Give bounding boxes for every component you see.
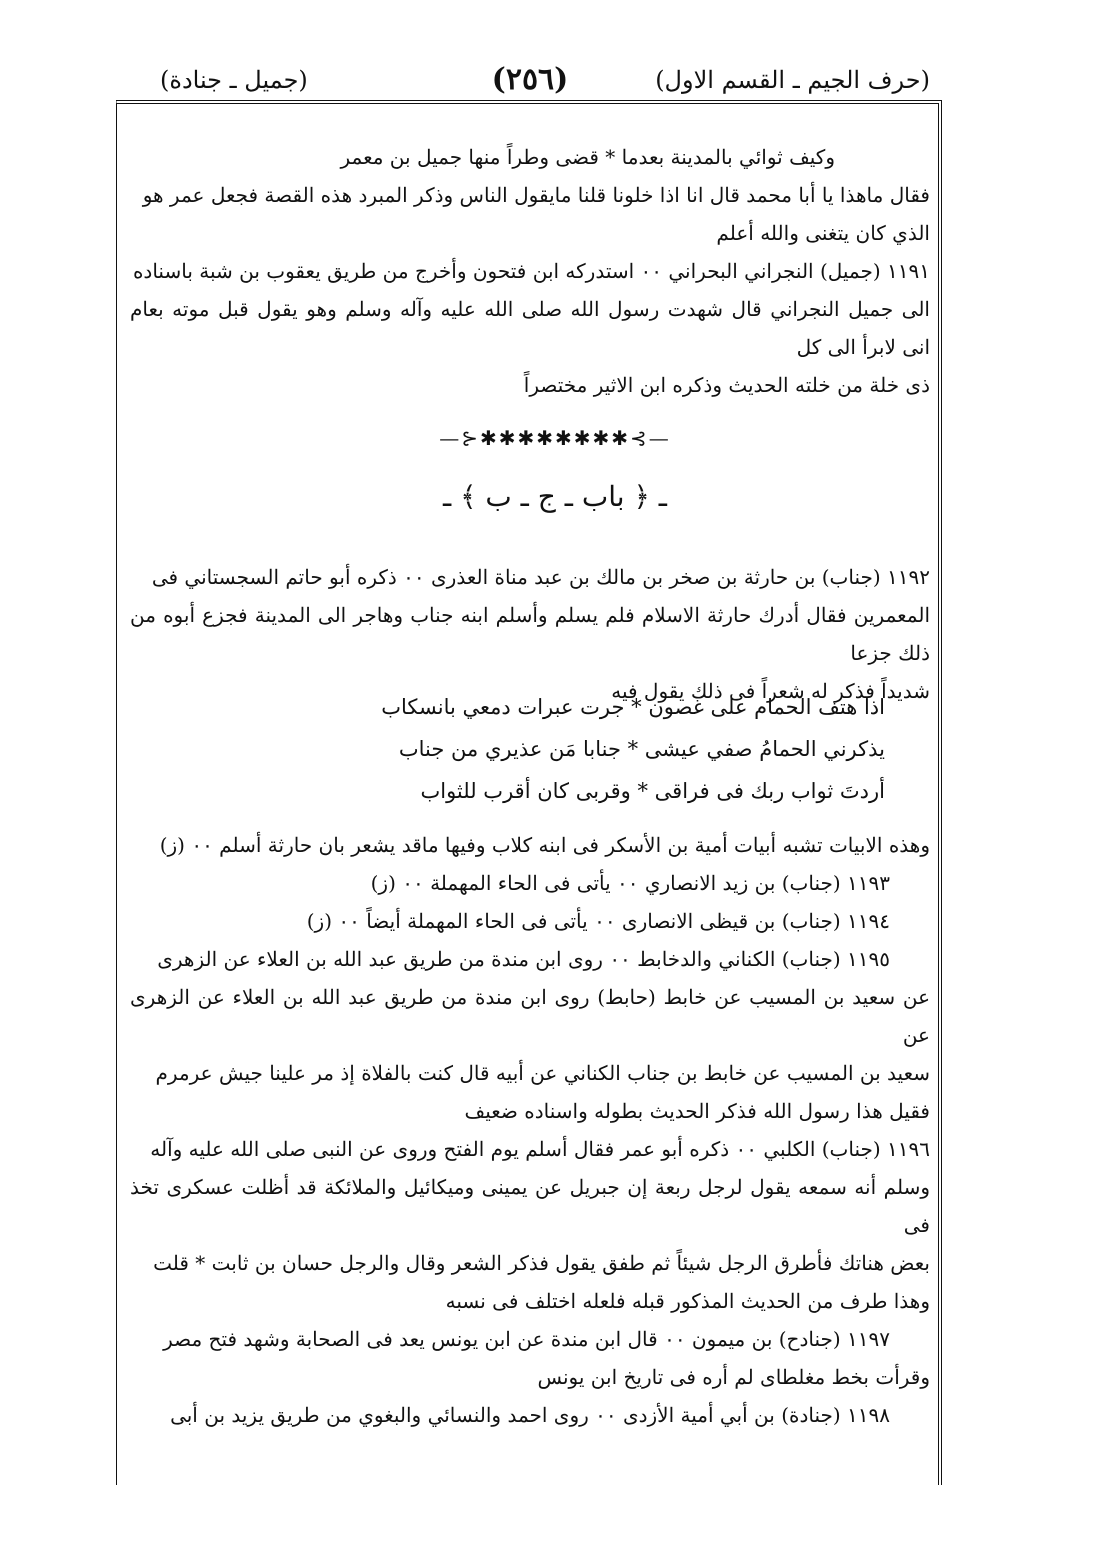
section-heading: ـ ﴿ باب ـ ج ـ ب ﴾ ـ — [443, 480, 667, 513]
text-line: بعض هناتك فأطرق الرجل شيئاً ثم طفق يقول فذكر الشعر وقال والرجل حسان بن ثابت * قلت — [153, 1251, 930, 1275]
text-line: سعيد بن المسيب عن خابط بن جناب الكناني عن أبيه قال كنت بالفلاة إذ مر علينا جيش عرمرم — [155, 1061, 930, 1085]
text-line: عن سعيد بن المسيب عن خابط (حابط) روى ابن مندة من طريق عبد الله بن العلاء عن الزهرى عن — [130, 985, 930, 1047]
ornament-divider: —⊱✱✱✱✱✱✱✱✱⊰— — [439, 426, 671, 450]
text-block-bottom — [130, 826, 930, 1434]
entry-1196: ١١٩٦ (جناب) الكلبي ٠٠ ذكره أبو عمر فقال أسلم يوم الفتح وروى عن النبى صلى الله عليه وآله — [150, 1137, 930, 1161]
header-entry-range: (جميل ـ جنادة) — [160, 66, 308, 94]
text-line: فقيل هذا رسول الله فذكر الحديث بطوله واسناده ضعيف — [464, 1099, 930, 1123]
text-block-top — [130, 138, 930, 404]
entry-1198: ١١٩٨ (جنادة) بن أبي أمية الأزدى ٠٠ روى احمد والنسائي والبغوي من طريق يزيد بن أبى — [170, 1403, 890, 1427]
verse-line: أردتَ ثواب ربك فى فراقى * وقربى كان أقرب للثواب — [420, 779, 885, 803]
verse-line: اذا هتف الحمام على غصون * جرت عبرات دمعي بانسكاب — [381, 695, 885, 719]
text-line: شديداً فذكر له شعراً فى ذلك يقول فيه — [611, 679, 930, 703]
text-line: وقرأت بخط مغلطاى لم أره فى تاريخ ابن يونس — [537, 1365, 930, 1389]
entry-1195: ١١٩٥ (جناب) الكناني والدخابط ٠٠ روى ابن مندة من طريق عبد الله بن العلاء عن الزهرى — [157, 947, 890, 971]
entry-1197: ١١٩٧ (جنادح) بن ميمون ٠٠ قال ابن مندة عن ابن يونس يعد فى الصحابة وشهد فتح مصر — [163, 1327, 890, 1351]
header-chapter: (حرف الجيم ـ القسم الاول) — [655, 66, 930, 94]
text-line: وهذا طرف من الحديث المذكور قبله فلعله اختلف فى نسبه — [445, 1289, 930, 1313]
running-header — [130, 58, 930, 102]
entry-1194: ١١٩٤ (جناب) بن قيظى الانصارى ٠٠ يأتى فى الحاء المهملة أيضاً ٠٠ (ز) — [306, 909, 890, 933]
text-line: فقال ماهذا يا أبا محمد قال انا اذا خلونا قلنا مايقول الناس وذكر المبرد هذه القصة فجعل عمر هو — [142, 183, 930, 207]
text-line: وهذه الابيات تشبه أبيات أمية بن الأسكر فى ابنه كلاب وفيها ماقد يشعر بان حارثة أسلم ٠٠ (ز) — [159, 833, 930, 857]
entry-1193: ١١٩٣ (جناب) بن زيد الانصاري ٠٠ يأتى فى الحاء المهملة ٠٠ (ز) — [370, 871, 890, 895]
page-number: (٢٥٦) — [491, 62, 569, 97]
poem-verses — [325, 686, 885, 812]
text-line: المعمرين فقال أدرك حارثة الاسلام فلم يسلم وأسلم ابنه جناب وهاجر الى المدينة فجزع أبوه من ذلك جزعا — [130, 603, 930, 665]
text-line: الى جميل النجراني قال شهدت رسول الله صلى الله عليه وآله وسلم وهو يقول قبل موته بعام انى لابرأ الى كل — [130, 297, 930, 359]
text-line: وسلم أنه سمعه يقول لرجل ربعة إن جبريل عن يمينى وميكائيل والملائكة قد أظلت عسكرى تخذ فى — [130, 1175, 930, 1237]
verse-line: وكيف ثوائي بالمدينة بعدما * قضى وطراً منها جميل بن معمر — [340, 145, 835, 169]
text-line: الذي كان يتغنى والله أعلم — [716, 221, 930, 245]
entry-1191: ١١٩١ (جميل) النجراني البحراني ٠٠ استدركه ابن فتحون وأخرج من طريق يعقوب بن شبة باسناده — [132, 259, 930, 283]
entry-1192: ١١٩٢ (جناب) بن حارثة بن صخر بن مالك بن عبد مناة العذرى ٠٠ ذكره أبو حاتم السجستاني فى — [151, 565, 930, 589]
text-line: ذى خلة من خلته الحديث وذكره ابن الاثير مختصراً — [523, 373, 930, 397]
verse-line: يذكرني الحمامُ صفي عيشى * جنابا مَن عذيري من جناب — [398, 737, 885, 761]
